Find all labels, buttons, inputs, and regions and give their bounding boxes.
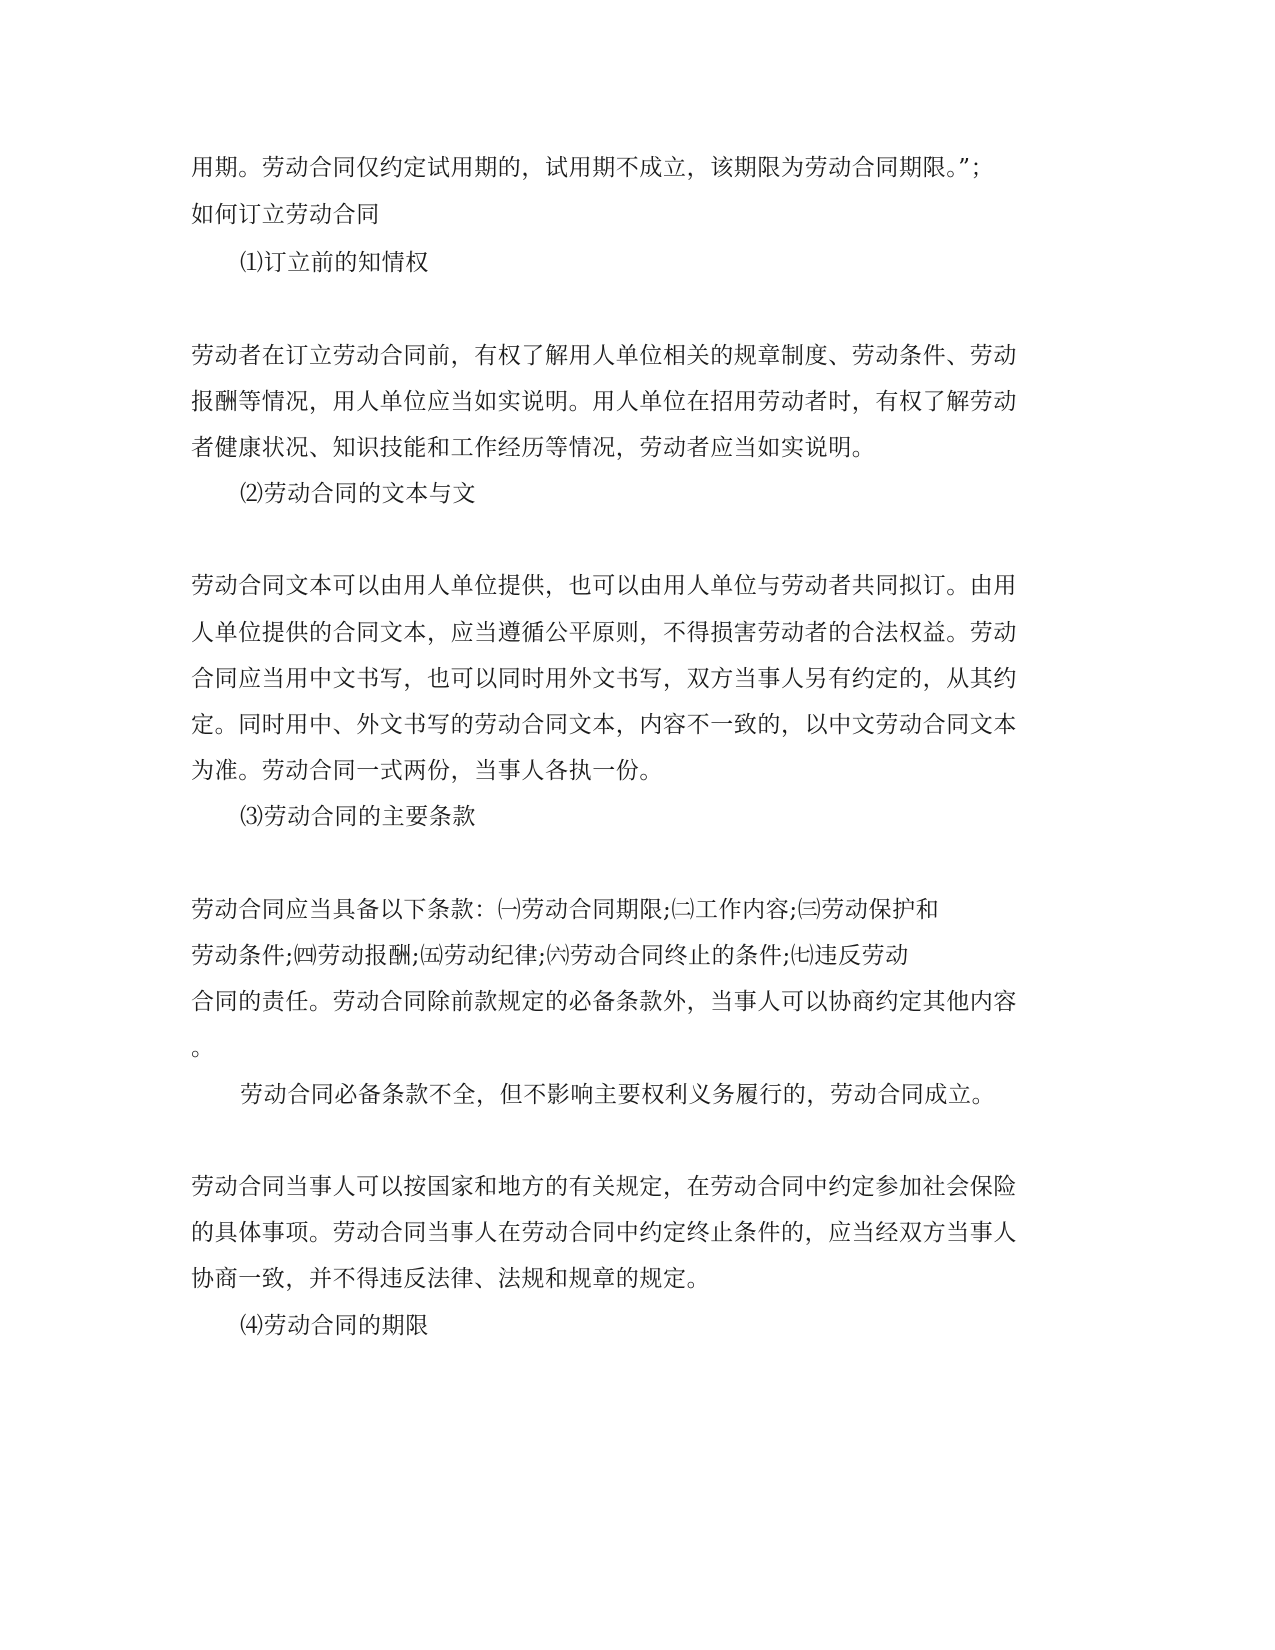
body-text-line: 定。同时用中、外文书写的劳动合同文本，内容不一致的，以中文劳动合同文本 [191,712,1017,738]
body-text-line: 劳动者在订立劳动合同前，有权了解用人单位相关的规章制度、劳动条件、劳动 [191,343,1017,369]
subsection-heading: ⑶劳动合同的主要条款 [240,804,476,830]
body-text-line: 劳动合同应当具备以下条款：㈠劳动合同期限;㈡工作内容;㈢劳动保护和 [191,897,940,923]
body-text-line: 为准。劳动合同一式两份，当事人各执一份。 [191,758,663,784]
body-text-line: 合同的责任。劳动合同除前款规定的必备条款外，当事人可以协商约定其他内容 [191,989,1017,1015]
subsection-heading: ⑵劳动合同的文本与文 [240,481,476,507]
body-text-line: 用期。劳动合同仅约定试用期的，试用期不成立，该期限为劳动合同期限。”； [191,155,995,181]
body-text-line: 劳动条件;㈣劳动报酬;㈤劳动纪律;㈥劳动合同终止的条件;㈦违反劳动 [191,943,909,969]
body-text-line: 劳动合同必备条款不全，但不影响主要权利义务履行的，劳动合同成立。 [240,1082,996,1108]
body-text-line: 劳动合同文本可以由用人单位提供，也可以由用人单位与劳动者共同拟订。由用 [191,573,1017,599]
body-text-line: 者健康状况、知识技能和工作经历等情况，劳动者应当如实说明。 [191,435,876,461]
body-text-line: 协商一致，并不得违反法律、法规和规章的规定。 [191,1266,711,1292]
body-text-line: 的具体事项。劳动合同当事人在劳动合同中约定终止条件的，应当经双方当事人 [191,1220,1017,1246]
body-text-line: 人单位提供的合同文本，应当遵循公平原则，不得损害劳动者的合法权益。劳动 [191,620,1017,646]
section-heading: 如何订立劳动合同 [191,202,380,228]
subsection-heading: ⑴订立前的知情权 [240,250,429,276]
body-text-line: 报酬等情况，用人单位应当如实说明。用人单位在招用劳动者时，有权了解劳动 [191,389,1017,415]
body-text-line: 合同应当用中文书写，也可以同时用外文书写，双方当事人另有约定的，从其约 [191,666,1017,692]
subsection-heading: ⑷劳动合同的期限 [240,1313,429,1339]
body-text-line: 劳动合同当事人可以按国家和地方的有关规定，在劳动合同中约定参加社会保险 [191,1174,1017,1200]
body-text-line: 。 [191,1035,215,1061]
